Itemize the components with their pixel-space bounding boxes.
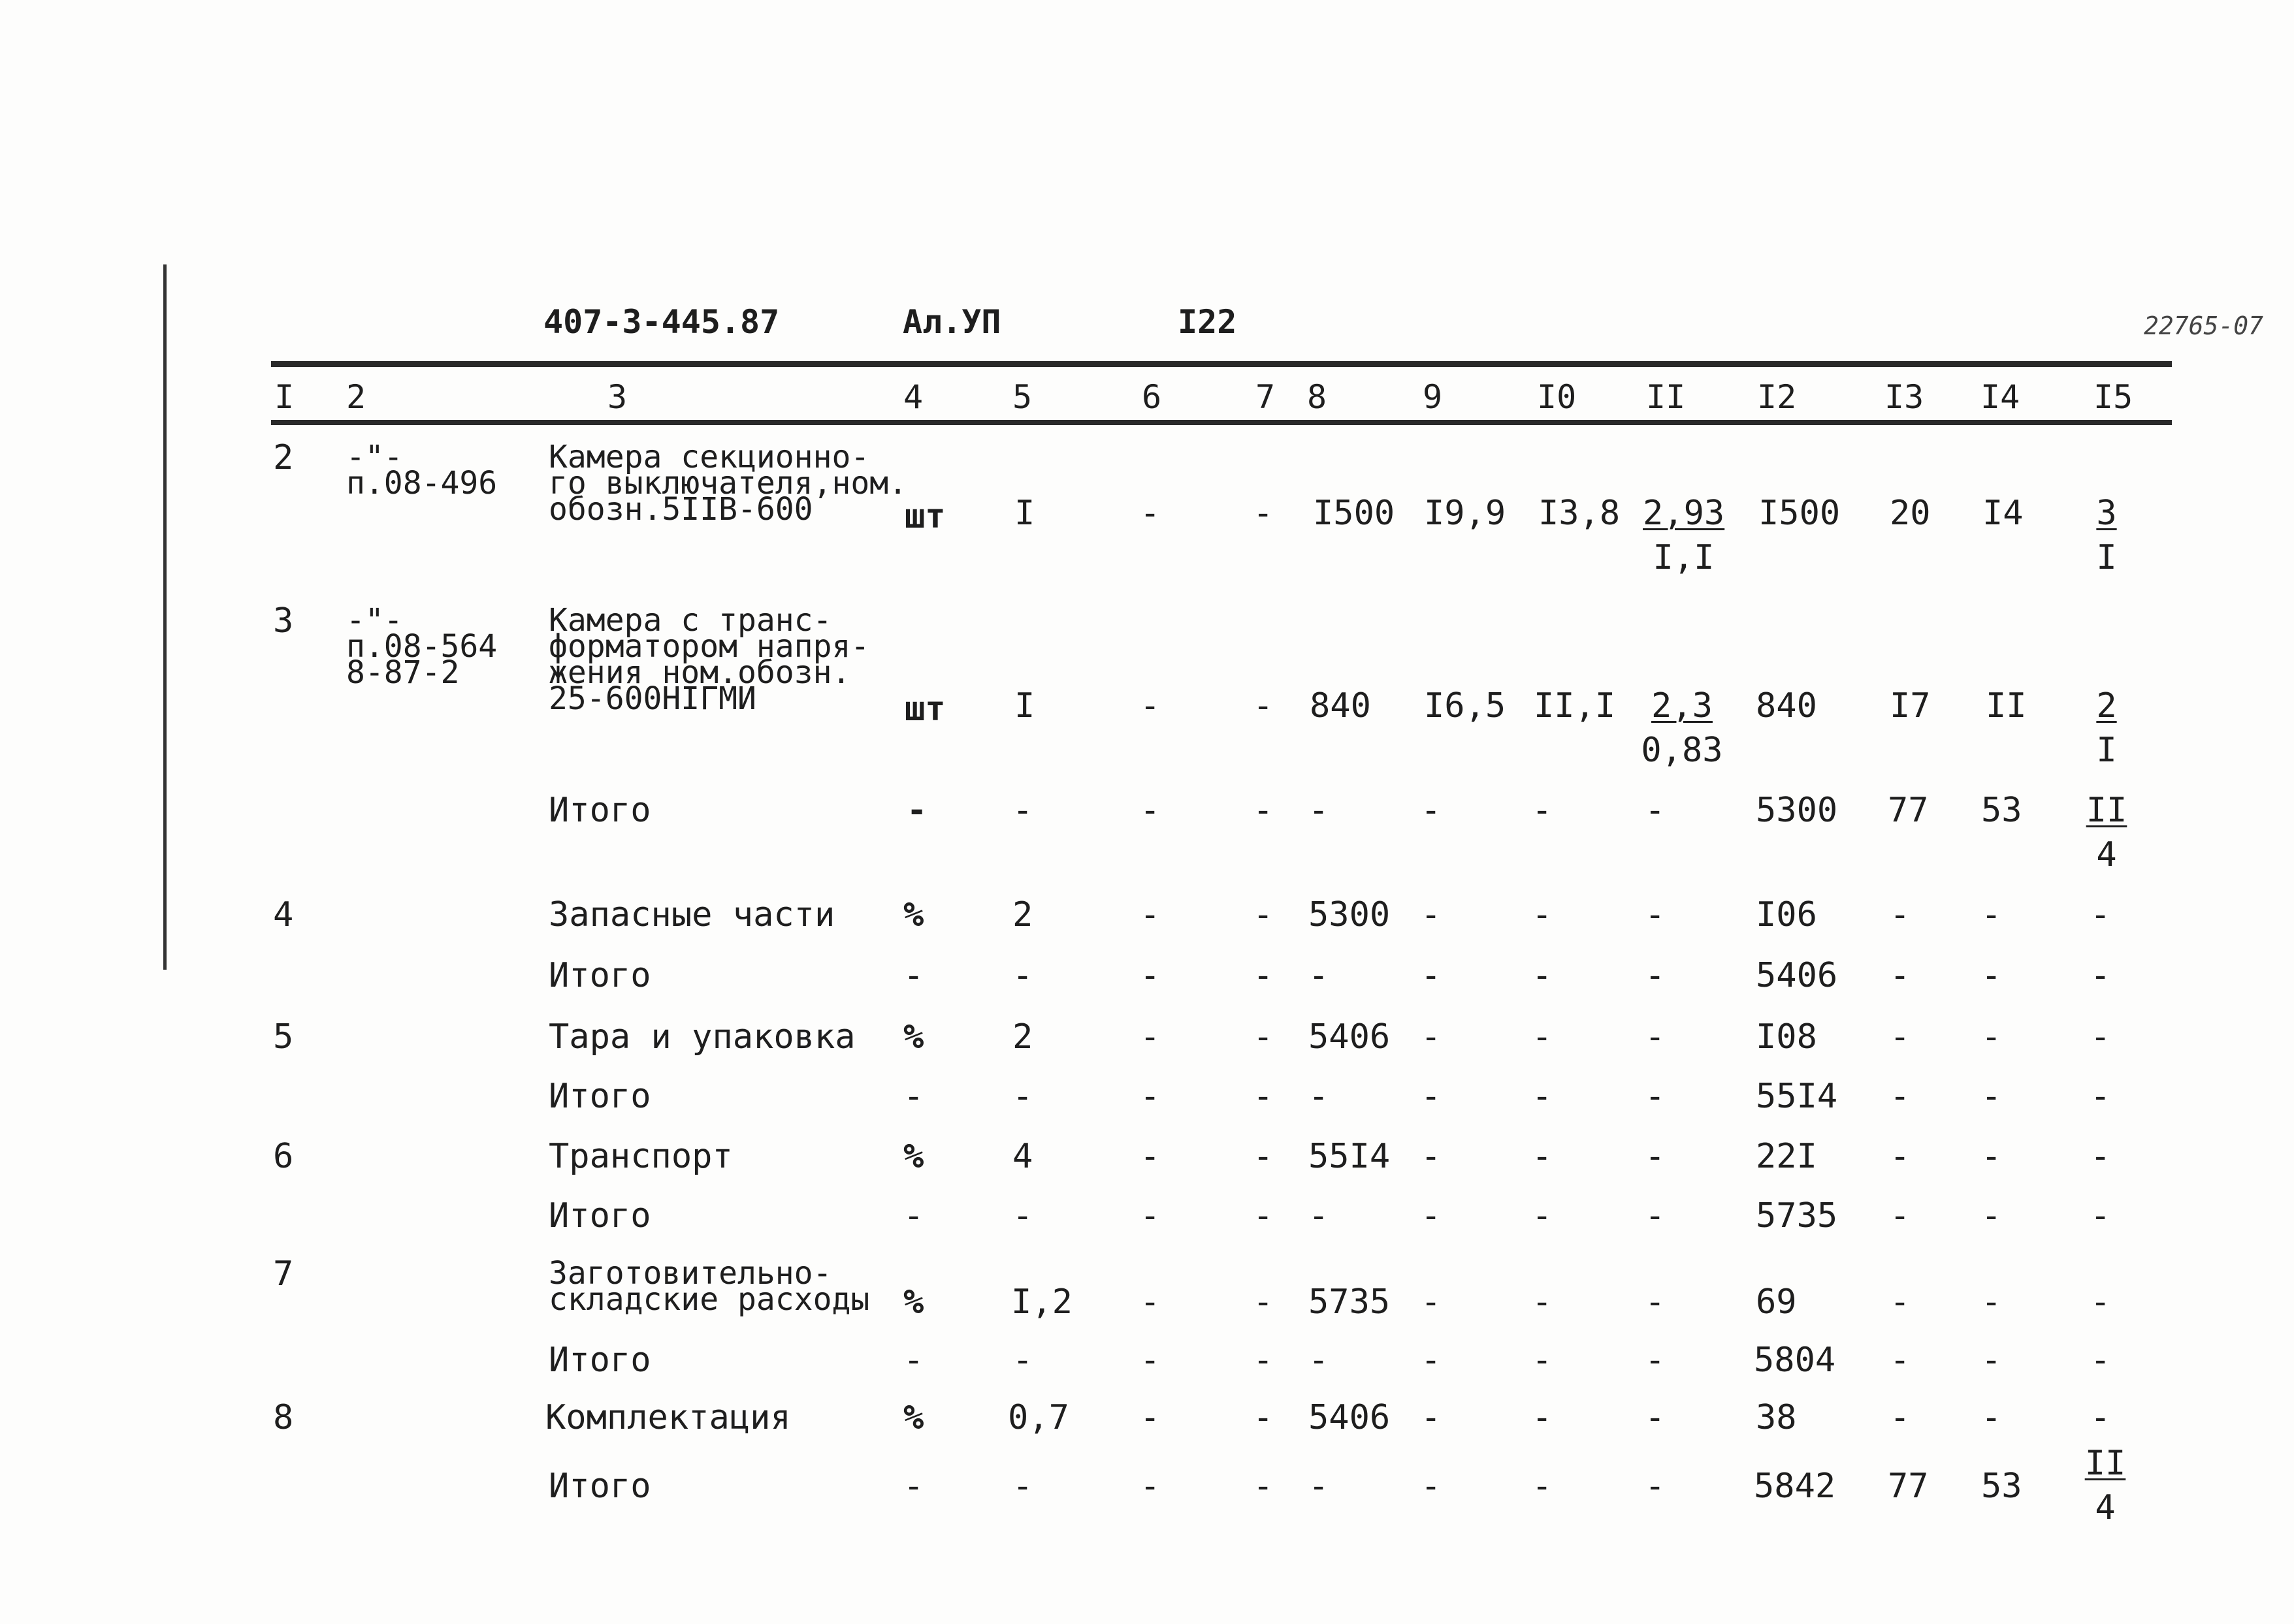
row-col13: - xyxy=(1890,1196,1911,1235)
row-col12: 5842 xyxy=(1754,1467,1836,1506)
row-unit: % xyxy=(903,1282,924,1322)
column-number: I2 xyxy=(1757,378,1797,416)
row-col7: - xyxy=(1253,1282,1274,1322)
row-col11: - xyxy=(1645,1398,1666,1437)
row-col9: - xyxy=(1421,1077,1442,1116)
row-reference: -"- п.08-564 8-87-2 xyxy=(346,602,498,691)
row-unit: % xyxy=(903,1398,924,1437)
row-name: Итого xyxy=(549,1077,651,1116)
row-col6: - xyxy=(1140,1137,1161,1176)
column-number: I5 xyxy=(2093,378,2133,416)
row-col8: - xyxy=(1308,1077,1329,1116)
fraction-denominator: I,I xyxy=(1653,538,1715,577)
row-col10: - xyxy=(1532,956,1553,995)
row-col13: - xyxy=(1890,1341,1911,1380)
row-col10: - xyxy=(1532,1398,1553,1437)
row-col15: - xyxy=(2090,1196,2111,1235)
row-number: 5 xyxy=(273,1017,294,1057)
row-col15-fraction xyxy=(2087,496,2126,575)
row-col11-fraction xyxy=(1636,686,1728,770)
row-col14: - xyxy=(1981,1137,2002,1176)
row-col10: - xyxy=(1532,1137,1553,1176)
row-number: 7 xyxy=(273,1254,294,1294)
row-col9: - xyxy=(1421,1398,1442,1437)
row-col11: - xyxy=(1645,1017,1666,1057)
column-number: 3 xyxy=(607,378,628,416)
row-name: Итого xyxy=(549,1196,651,1235)
row-col12: 5300 xyxy=(1756,791,1838,830)
column-number: I3 xyxy=(1884,378,1924,416)
row-col15-fraction xyxy=(2084,793,2129,872)
row-col11: - xyxy=(1645,1341,1666,1380)
row-col13: - xyxy=(1890,1398,1911,1437)
row-number: 8 xyxy=(273,1398,294,1437)
row-col7: - xyxy=(1253,1341,1274,1380)
row-col10: - xyxy=(1532,1341,1553,1380)
row-col13: 20 xyxy=(1890,494,1931,533)
row-col13: 77 xyxy=(1888,1467,1929,1506)
row-col15: - xyxy=(2090,1398,2111,1437)
row-col14: 53 xyxy=(1981,1467,2022,1506)
fraction-denominator: 0,83 xyxy=(1641,731,1723,770)
row-col9: - xyxy=(1421,1341,1442,1380)
row-col9: I6,5 xyxy=(1424,686,1506,725)
column-number: II xyxy=(1646,378,1686,416)
row-col8: - xyxy=(1308,1467,1329,1506)
row-col11: - xyxy=(1645,895,1666,934)
row-unit: - xyxy=(903,956,924,995)
column-number: 4 xyxy=(903,378,924,416)
row-name: Итого xyxy=(549,791,651,830)
row-quantity: - xyxy=(1012,1467,1033,1506)
row-col9: - xyxy=(1421,791,1442,830)
row-col6: - xyxy=(1140,895,1161,934)
row-col6: - xyxy=(1140,1017,1161,1057)
row-col6: - xyxy=(1140,494,1161,533)
row-quantity: 2 xyxy=(1012,895,1033,934)
document-code: 407-3-445.87 xyxy=(543,303,780,341)
column-number: 5 xyxy=(1012,378,1033,416)
fraction-denominator: 4 xyxy=(2096,835,2117,874)
row-number: 4 xyxy=(273,895,294,934)
row-col13: - xyxy=(1890,895,1911,934)
row-col12: I06 xyxy=(1756,895,1817,934)
column-number: 2 xyxy=(346,378,366,416)
column-number: I4 xyxy=(1980,378,2020,416)
row-col6: - xyxy=(1140,1398,1161,1437)
row-col15: - xyxy=(2090,1077,2111,1116)
row-col11: - xyxy=(1645,1196,1666,1235)
row-name: Заготовительно- складские расходы xyxy=(549,1255,870,1318)
row-col9: - xyxy=(1421,1467,1442,1506)
row-name: Итого xyxy=(549,1467,651,1506)
row-col8: - xyxy=(1308,791,1329,830)
row-col14: - xyxy=(1981,1341,2002,1380)
row-unit: % xyxy=(903,1137,924,1176)
row-col10: - xyxy=(1532,1077,1553,1116)
corner-note: 22765-07 xyxy=(2144,311,2264,340)
row-unit: - xyxy=(907,791,928,830)
row-col12: 5804 xyxy=(1754,1341,1836,1380)
table-top-rule xyxy=(271,361,2172,367)
row-col14: II xyxy=(1986,686,2027,725)
row-quantity: - xyxy=(1012,1077,1033,1116)
row-quantity: 4 xyxy=(1012,1137,1033,1176)
row-col8: - xyxy=(1308,1196,1329,1235)
row-name: Запасные части xyxy=(549,895,835,934)
row-col6: - xyxy=(1140,1077,1161,1116)
fraction-denominator: I xyxy=(2096,731,2117,770)
fraction-denominator: 4 xyxy=(2095,1488,2116,1527)
row-col12: 5735 xyxy=(1756,1196,1838,1235)
fraction-numerator: 3 xyxy=(2096,494,2117,533)
row-col7: - xyxy=(1253,686,1274,725)
row-col13: - xyxy=(1890,956,1911,995)
row-col14: - xyxy=(1981,1398,2002,1437)
row-unit: - xyxy=(903,1467,924,1506)
row-number: 6 xyxy=(273,1137,294,1176)
row-col13: 77 xyxy=(1888,791,1929,830)
fraction-numerator: 2,3 xyxy=(1651,686,1713,725)
row-col14: - xyxy=(1981,1282,2002,1322)
row-quantity: 2 xyxy=(1012,1017,1033,1057)
row-col9: - xyxy=(1421,1196,1442,1235)
row-col15: - xyxy=(2090,895,2111,934)
row-col11: - xyxy=(1645,1282,1666,1322)
row-col6: - xyxy=(1140,1467,1161,1506)
row-col13: - xyxy=(1890,1137,1911,1176)
row-unit: - xyxy=(903,1077,924,1116)
column-number: 7 xyxy=(1255,378,1276,416)
row-col10: - xyxy=(1532,1282,1553,1322)
row-unit: шт xyxy=(905,497,946,536)
row-col7: - xyxy=(1253,1137,1274,1176)
row-col11-fraction xyxy=(1643,496,1724,575)
column-number: 6 xyxy=(1142,378,1162,416)
row-quantity: - xyxy=(1012,791,1033,830)
row-name: Камера с транс- форматором напря- жения ном.обозн. 25-600НIГМИ xyxy=(549,602,870,717)
row-quantity: - xyxy=(1012,956,1033,995)
fraction-denominator: I xyxy=(2096,538,2117,577)
row-col6: - xyxy=(1140,956,1161,995)
row-col12: 840 xyxy=(1756,686,1817,725)
row-col6: - xyxy=(1140,791,1161,830)
row-number: 3 xyxy=(273,601,294,641)
row-col15: - xyxy=(2090,956,2111,995)
row-col15: - xyxy=(2090,1137,2111,1176)
row-col10: II,I xyxy=(1534,686,1616,725)
table-header-rule xyxy=(271,420,2172,425)
row-col9: - xyxy=(1421,1137,1442,1176)
row-col7: - xyxy=(1253,1398,1274,1437)
row-number: 2 xyxy=(273,438,294,477)
row-col7: - xyxy=(1253,956,1274,995)
row-col8: 840 xyxy=(1310,686,1371,725)
row-col8: 5735 xyxy=(1308,1282,1391,1322)
row-unit: - xyxy=(903,1196,924,1235)
row-col10: - xyxy=(1532,791,1553,830)
row-quantity: I,2 xyxy=(1011,1282,1073,1322)
row-col7: - xyxy=(1253,1196,1274,1235)
row-name: Камера секционно- го выключателя,ном. обозн.5IIВ-600 xyxy=(549,439,908,528)
row-col10: - xyxy=(1532,895,1553,934)
row-col15: - xyxy=(2090,1282,2111,1322)
fraction-numerator: 2,93 xyxy=(1643,494,1725,533)
row-col13: - xyxy=(1890,1017,1911,1057)
row-quantity: I xyxy=(1014,494,1035,533)
row-quantity: I xyxy=(1014,686,1035,725)
row-unit: % xyxy=(903,895,924,934)
row-col12: 69 xyxy=(1756,1282,1797,1322)
page-number: I22 xyxy=(1178,303,1237,341)
row-col13: - xyxy=(1890,1077,1911,1116)
column-number: 9 xyxy=(1423,378,1443,416)
row-col14: I4 xyxy=(1982,494,2024,533)
row-col8: 5300 xyxy=(1308,895,1391,934)
row-col11: - xyxy=(1645,1467,1666,1506)
row-quantity: - xyxy=(1012,1196,1033,1235)
row-col7: - xyxy=(1253,1077,1274,1116)
row-col6: - xyxy=(1140,1196,1161,1235)
row-col9: I9,9 xyxy=(1424,494,1506,533)
row-col9: - xyxy=(1421,1282,1442,1322)
row-col15: - xyxy=(2090,1341,2111,1380)
row-col7: - xyxy=(1253,494,1274,533)
row-col7: - xyxy=(1253,791,1274,830)
row-col15: - xyxy=(2090,1017,2111,1057)
album-number: Ал.УП xyxy=(903,303,1001,341)
row-name: Тара и упаковка xyxy=(549,1017,856,1057)
row-reference: -"- п.08-496 xyxy=(346,439,498,502)
fraction-numerator: 2 xyxy=(2096,686,2117,725)
row-col14: 53 xyxy=(1981,791,2022,830)
row-col13: - xyxy=(1890,1282,1911,1322)
row-col10: - xyxy=(1532,1467,1553,1506)
column-number: I0 xyxy=(1537,378,1577,416)
row-col6: - xyxy=(1140,1341,1161,1380)
row-col14: - xyxy=(1981,1077,2002,1116)
row-col8: I500 xyxy=(1313,494,1395,533)
fraction-numerator: II xyxy=(2084,1444,2126,1483)
row-col12: 5406 xyxy=(1756,956,1838,995)
row-col14: - xyxy=(1981,1017,2002,1057)
column-number: 8 xyxy=(1307,378,1327,416)
row-col9: - xyxy=(1421,956,1442,995)
row-col12: I500 xyxy=(1758,494,1841,533)
row-unit: - xyxy=(903,1341,924,1380)
column-number: I xyxy=(274,378,295,416)
row-col11: - xyxy=(1645,1077,1666,1116)
row-quantity: 0,7 xyxy=(1008,1398,1069,1437)
row-col6: - xyxy=(1140,686,1161,725)
row-col11: - xyxy=(1645,1137,1666,1176)
row-unit: % xyxy=(903,1017,924,1057)
row-name: Итого xyxy=(549,1341,651,1380)
row-unit: шт xyxy=(905,690,946,729)
row-col11: - xyxy=(1645,791,1666,830)
row-col8: 5406 xyxy=(1308,1398,1391,1437)
row-col15-fraction xyxy=(2087,686,2126,770)
row-col6: - xyxy=(1140,1282,1161,1322)
row-col10: - xyxy=(1532,1017,1553,1057)
margin-line xyxy=(163,264,167,970)
fraction-numerator: II xyxy=(2086,791,2127,830)
row-col9: - xyxy=(1421,1017,1442,1057)
row-col14: - xyxy=(1981,895,2002,934)
row-col7: - xyxy=(1253,1017,1274,1057)
row-col13: I7 xyxy=(1890,686,1931,725)
row-col15-fraction xyxy=(2082,1446,2128,1525)
row-col8: - xyxy=(1308,1341,1329,1380)
row-col14: - xyxy=(1981,956,2002,995)
row-col7: - xyxy=(1253,1467,1274,1506)
row-col11: - xyxy=(1645,956,1666,995)
row-col10: - xyxy=(1532,1196,1553,1235)
row-name: Итого xyxy=(549,956,651,995)
row-col14: - xyxy=(1981,1196,2002,1235)
row-col12: I08 xyxy=(1756,1017,1817,1057)
row-col8: 5406 xyxy=(1308,1017,1391,1057)
row-quantity: - xyxy=(1012,1341,1033,1380)
row-col9: - xyxy=(1421,895,1442,934)
row-col8: - xyxy=(1308,956,1329,995)
row-col12: 22I xyxy=(1756,1137,1817,1176)
row-name: Транспорт xyxy=(549,1137,733,1176)
row-col10: I3,8 xyxy=(1538,494,1621,533)
row-col8: 55I4 xyxy=(1308,1137,1391,1176)
row-name: Комплектация xyxy=(545,1398,791,1437)
row-col12: 38 xyxy=(1756,1398,1797,1437)
row-col7: - xyxy=(1253,895,1274,934)
row-col12: 55I4 xyxy=(1756,1077,1838,1116)
